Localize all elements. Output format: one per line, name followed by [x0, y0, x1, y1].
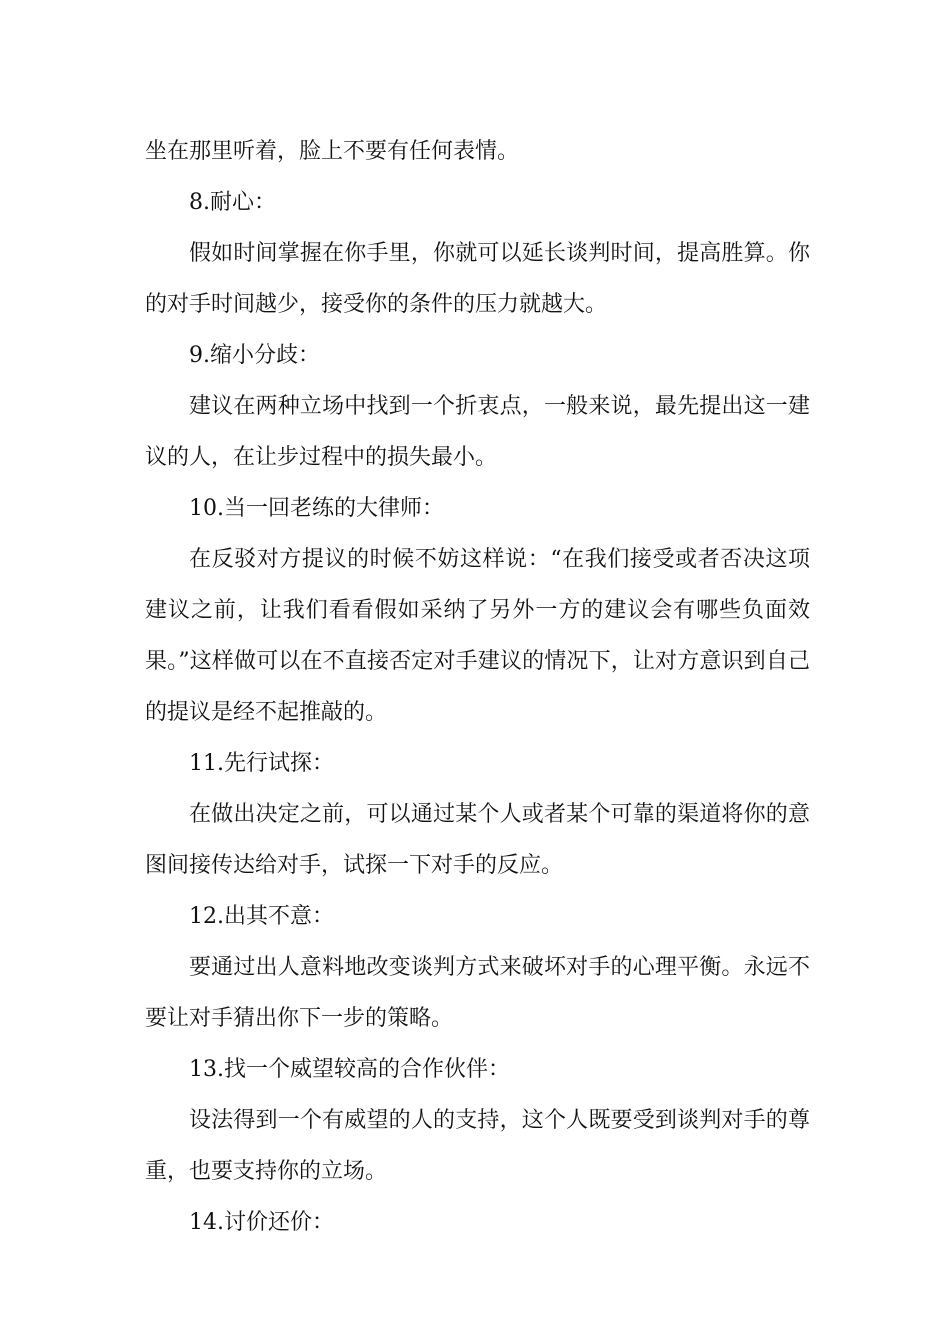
- paragraph-continuation: 坐在那里听着，脸上不要有任何表情。: [145, 139, 520, 164]
- paragraph-narrow-differences: 建议在两种立场中找到一个折衷点，一般来说，最先提出这一建议的人，在让步过程中的损失最小。: [145, 394, 810, 470]
- section-heading-10: 10.当一回老练的大律师：: [189, 496, 444, 521]
- section-heading-8: 8.耐心：: [189, 190, 276, 215]
- section-heading-13: 13.找一个威望较高的合作伙伴：: [189, 1057, 510, 1082]
- document-body: [145, 126, 810, 1248]
- paragraph-surprise: 要通过出人意料地改变谈判方式来破坏对手的心理平衡。永远不要让对手猜出你下一步的策略。: [145, 955, 810, 1031]
- section-heading-14: 14.讨价还价：: [189, 1210, 334, 1235]
- section-heading-11: 11.先行试探：: [189, 751, 334, 776]
- paragraph-patience: 假如时间掌握在你手里，你就可以延长谈判时间，提高胜算。你的对手时间越少，接受你的条件的压力就越大。: [145, 241, 810, 317]
- paragraph-probe-first: 在做出决定之前，可以通过某个人或者某个可靠的渠道将你的意图间接传达给对手，试探一下对手的反应。: [145, 802, 810, 878]
- paragraph-prestigious-partner: 设法得到一个有威望的人的支持，这个人既要受到谈判对手的尊重，也要支持你的立场。: [145, 1108, 810, 1184]
- paragraph-seasoned-lawyer: 在反驳对方提议的时候不妨这样说：“在我们接受或者否决这项建议之前，让我们看看假如采纳了另外一方的建议会有哪些负面效果。”这样做可以在不直接否定对手建议的情况下，让对方意识到自己的提议是经不起推敲的。: [145, 547, 810, 725]
- section-heading-12: 12.出其不意：: [189, 904, 334, 929]
- section-heading-9: 9.缩小分歧：: [189, 343, 320, 368]
